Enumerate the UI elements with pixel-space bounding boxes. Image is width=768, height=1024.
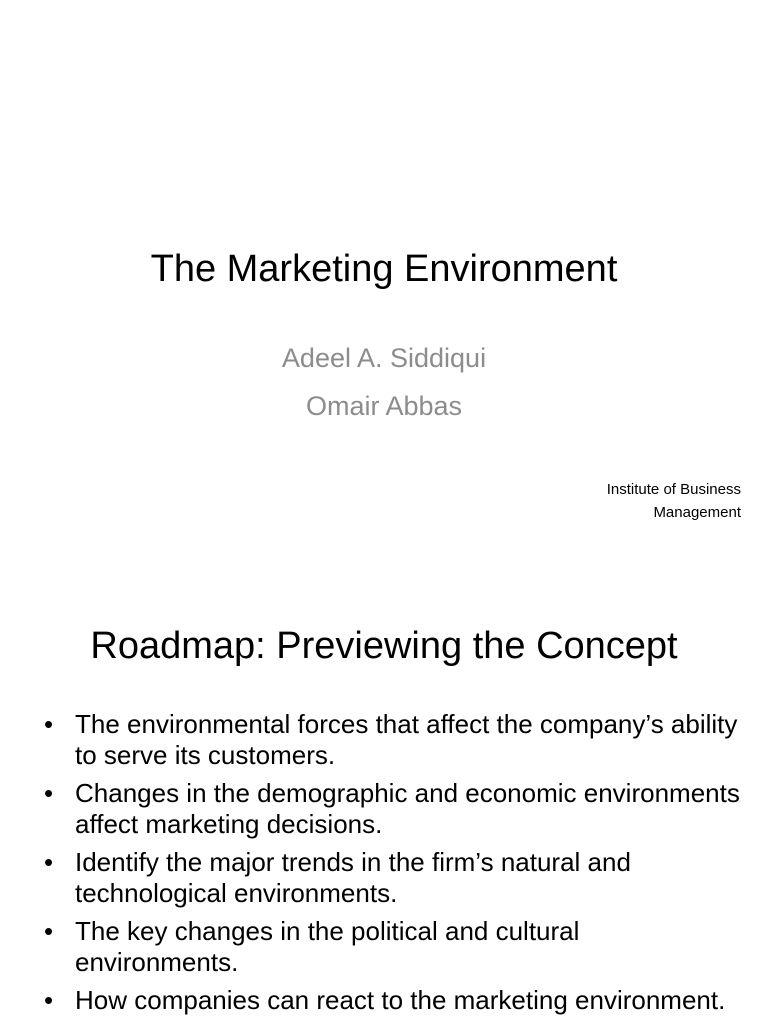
- bullet-item: [44, 916, 744, 978]
- bullet-item: [44, 709, 744, 771]
- bullet-text: How companies can react to the marketing environment.: [75, 985, 726, 1015]
- bullet-dot-icon: •: [44, 916, 54, 946]
- author-list: [0, 334, 768, 430]
- institute-line: Institute of Business: [606, 481, 741, 498]
- bullet-dot-icon: •: [44, 709, 54, 739]
- bullet-item: [44, 847, 744, 909]
- bullet-text: The environmental forces that affect the company’s ability to serve its customers.: [75, 709, 738, 770]
- bullet-text: The key changes in the political and cultural environments.: [75, 916, 580, 977]
- bullet-dot-icon: •: [44, 847, 54, 877]
- slide-title: The Marketing Environment: [150, 248, 618, 290]
- institute-label: [607, 478, 741, 524]
- bullet-text: Identify the major trends in the firm’s natural and technological environments.: [75, 847, 631, 908]
- bullet-item: [44, 985, 744, 1016]
- bullet-item: [44, 778, 744, 840]
- roadmap-slide: [0, 576, 768, 1024]
- author-name: Adeel A. Siddiqui: [281, 343, 487, 373]
- bullet-dot-icon: •: [44, 778, 54, 808]
- author-name: Omair Abbas: [305, 391, 463, 421]
- bullet-dot-icon: •: [44, 985, 54, 1015]
- bullet-list: [44, 709, 744, 1023]
- institute-line: Management: [653, 504, 741, 521]
- roadmap-title: Roadmap: Previewing the Concept: [90, 625, 678, 667]
- bullet-text: Changes in the demographic and economic environments affect marketing decisions.: [75, 778, 740, 839]
